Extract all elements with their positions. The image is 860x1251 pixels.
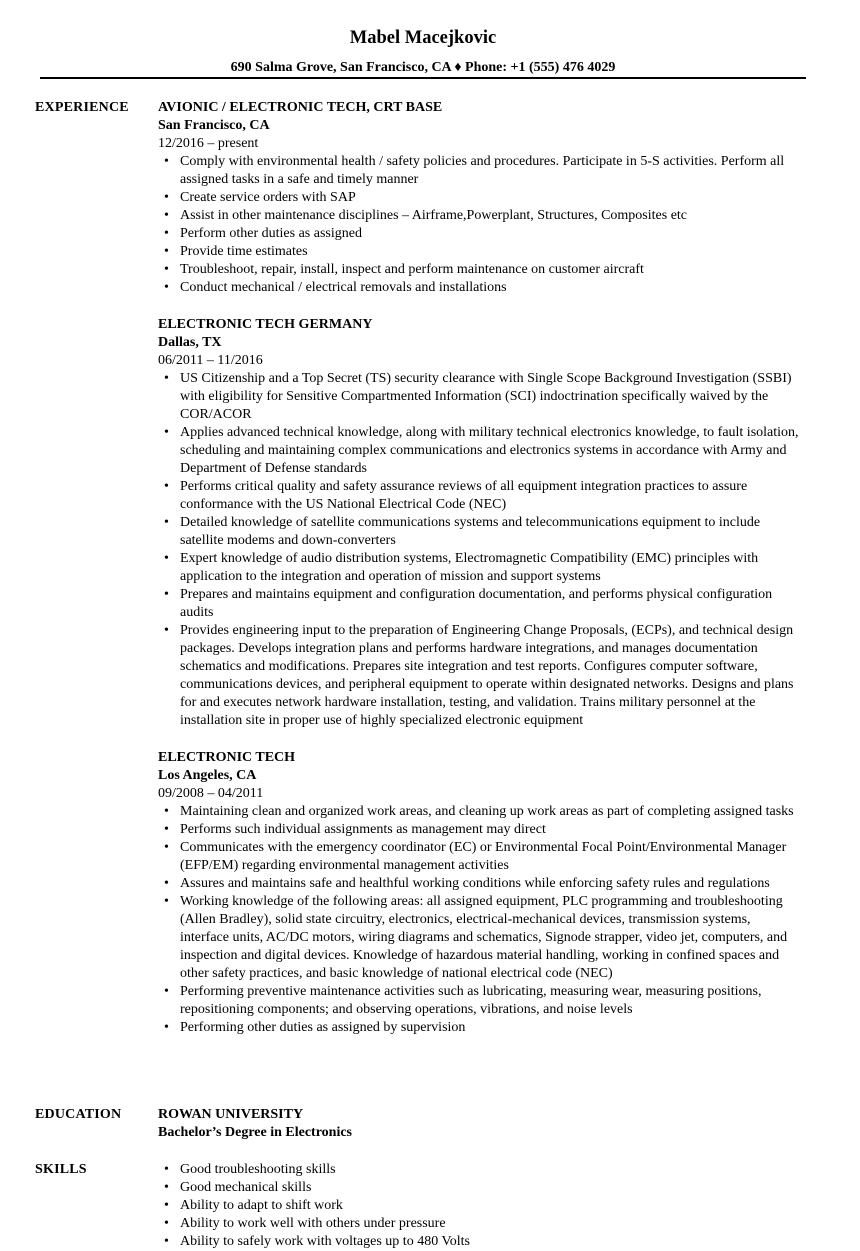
skills-body xyxy=(158,1161,828,1251)
job-dates: 09/2008 – 04/2011 xyxy=(158,786,264,801)
section-title-skills: SKILLS xyxy=(35,1162,87,1177)
job-entry xyxy=(158,99,828,297)
list-item: • Assist in other maintenance disciplines – Airframe,Powerplant, Structures, Composites etc xyxy=(158,207,802,225)
list-item: • Conduct mechanical / electrical removals and installations xyxy=(158,279,802,297)
list-item: • Provides engineering input to the preparation of Engineering Change Proposals, (ECPs), and technical design packages. Develops integration plans and performs hardware integrations, and manages documentation schematics and modifications. Prepares site integration and test reports. Configures computer software, communications devices, and peripheral equipment to operate within designated networks. Designs and plans for and executes network hardware installation, testing, and validation. Trains military personnel at the installation site in proper use of highly specialized electronic equipment xyxy=(158,622,802,730)
list-item: • Create service orders with SAP xyxy=(158,189,802,207)
job-dates: 06/2011 – 11/2016 xyxy=(158,353,263,368)
list-item: • Performs critical quality and safety assurance reviews of all equipment integration practices to assure conformance with the US National Electrical Code (NEC) xyxy=(158,478,802,514)
job-location: Los Angeles, CA xyxy=(158,768,257,783)
list-item: • Comply with environmental health / safety policies and procedures. Participate in 5-S activities. Perform all assigned tasks in a safe and timely manner xyxy=(158,153,802,189)
list-item: • Applies advanced technical knowledge, along with military technical electronics knowledge, to fault isolation, scheduling and maintaining complex communications and electronics systems in accordance with Army and Department of Defense standards xyxy=(158,424,802,478)
contact-line: 690 Salma Grove, San Francisco, CA ♦ Phone: +1 (555) 476 4029 xyxy=(230,60,616,75)
list-item: • Provide time estimates xyxy=(158,243,802,261)
list-item: • Communicates with the emergency coordinator (EC) or Environmental Focal Point/Environmental Manager (EFP/EM) regarding environmental management activities xyxy=(158,839,802,875)
list-item: • Perform other duties as assigned xyxy=(158,225,802,243)
school-name: ROWAN UNIVERSITY xyxy=(158,1107,304,1122)
degree: Bachelor’s Degree in Electronics xyxy=(158,1125,353,1140)
list-item: • Good mechanical skills xyxy=(158,1179,802,1197)
list-item: • Detailed knowledge of satellite communications systems and telecommunications equipment to include satellite modems and down-converters xyxy=(158,514,802,550)
candidate-name: Mabel Macejkovic xyxy=(349,28,497,48)
list-item: • Ability to safely work with voltages up to 480 Volts xyxy=(158,1233,802,1251)
job-bullets xyxy=(158,370,828,730)
list-item: • Expert knowledge of audio distribution systems, Electromagnetic Compatibility (EMC) principles with application to the integration and operation of mission and support systems xyxy=(158,550,802,586)
list-item: • Performing other duties as assigned by supervision xyxy=(158,1019,802,1037)
job-entry xyxy=(158,316,828,730)
job-title: AVIONIC / ELECTRONIC TECH, CRT BASE xyxy=(158,100,443,115)
job-title: ELECTRONIC TECH GERMANY xyxy=(158,317,373,332)
list-item: • Performs such individual assignments as management may direct xyxy=(158,821,802,839)
job-location: Dallas, TX xyxy=(158,335,222,350)
section-title-education: EDUCATION xyxy=(35,1107,122,1122)
skills-list xyxy=(158,1161,828,1251)
list-item: • Working knowledge of the following areas: all assigned equipment, PLC programming and troubleshooting (Allen Bradley), solid state circuitry, electronics, electrical-mechanical devices, transmission systems, interface units, AC/DC motors, wiring diagrams and schematics, Signode strapper, video jet, computers, and inspection and digital devices. Knowledge of hazardous material handling, working in confined spaces and other safety practices, and basic knowledge of national electrical code (NEC) xyxy=(158,893,802,983)
job-dates: 12/2016 – present xyxy=(158,136,259,151)
list-item: • Performing preventive maintenance activities such as lubricating, measuring wear, measuring positions, repositioning components; and observing operations, vibrations, and noise levels xyxy=(158,983,802,1019)
list-item: • Prepares and maintains equipment and configuration documentation, and performs physical configuration audits xyxy=(158,586,802,622)
experience-body xyxy=(158,99,828,1056)
job-title: ELECTRONIC TECH xyxy=(158,750,296,765)
job-bullets xyxy=(158,153,828,297)
job-location: San Francisco, CA xyxy=(158,118,270,133)
list-item: • Assures and maintains safe and healthful working conditions while enforcing safety rules and regulations xyxy=(158,875,802,893)
job-entry xyxy=(158,749,828,1037)
list-item: • Ability to adapt to shift work xyxy=(158,1197,802,1215)
list-item: • Good troubleshooting skills xyxy=(158,1161,802,1179)
header-divider xyxy=(40,77,806,79)
list-item: • Troubleshoot, repair, install, inspect and perform maintenance on customer aircraft xyxy=(158,261,802,279)
list-item: • US Citizenship and a Top Secret (TS) security clearance with Single Scope Background Investigation (SSBI) with eligibility for Sensitive Compartmented Information (SCI) indoctrination specifically waived by the COR/ACOR xyxy=(158,370,802,424)
list-item: • Ability to work well with others under pressure xyxy=(158,1215,802,1233)
section-title-experience: EXPERIENCE xyxy=(35,100,129,115)
list-item: • Maintaining clean and organized work areas, and cleaning up work areas as part of completing assigned tasks xyxy=(158,803,802,821)
education-body xyxy=(158,1106,828,1142)
job-bullets xyxy=(158,803,828,1037)
